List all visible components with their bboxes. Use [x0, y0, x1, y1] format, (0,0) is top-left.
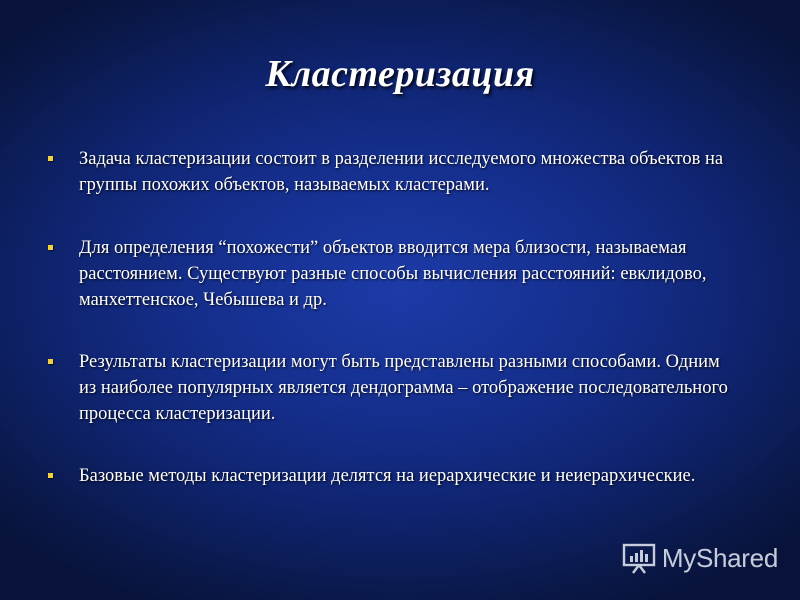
bullet-marker-icon [48, 359, 53, 364]
bullet-marker-icon [48, 245, 53, 250]
presentation-board-icon [622, 542, 656, 574]
bullet-text: Результаты кластеризации могут быть представлены разными способами. Одним из наиболее популярных является дендограмма – отображение последовательного процесса кластеризации. [79, 352, 728, 424]
watermark-text: MyShared [661, 542, 778, 573]
bullet-text: Базовые методы кластеризации делятся на иерархические и неиерархические. [79, 466, 696, 486]
watermark-logo[interactable] [622, 542, 778, 574]
bullet-item [45, 235, 735, 313]
bullet-item [45, 146, 735, 198]
bullet-marker-icon [48, 156, 53, 161]
bullet-text: Задача кластеризации состоит в разделении исследуемого множества объектов на группы похожих объектов, называемых кластерами. [79, 149, 724, 195]
slide-title: Кластеризация [265, 53, 535, 95]
bullet-marker-icon [48, 473, 53, 478]
bullet-list [45, 146, 735, 489]
bullet-item [45, 349, 735, 427]
bullet-text: Для определения “похожести” объектов вводится мера близости, называемая расстоянием. Существуют разные способы вычисления расстояний: евклидово, манхеттенское, Чебышева и др. [79, 238, 707, 310]
bullet-item [45, 463, 735, 489]
